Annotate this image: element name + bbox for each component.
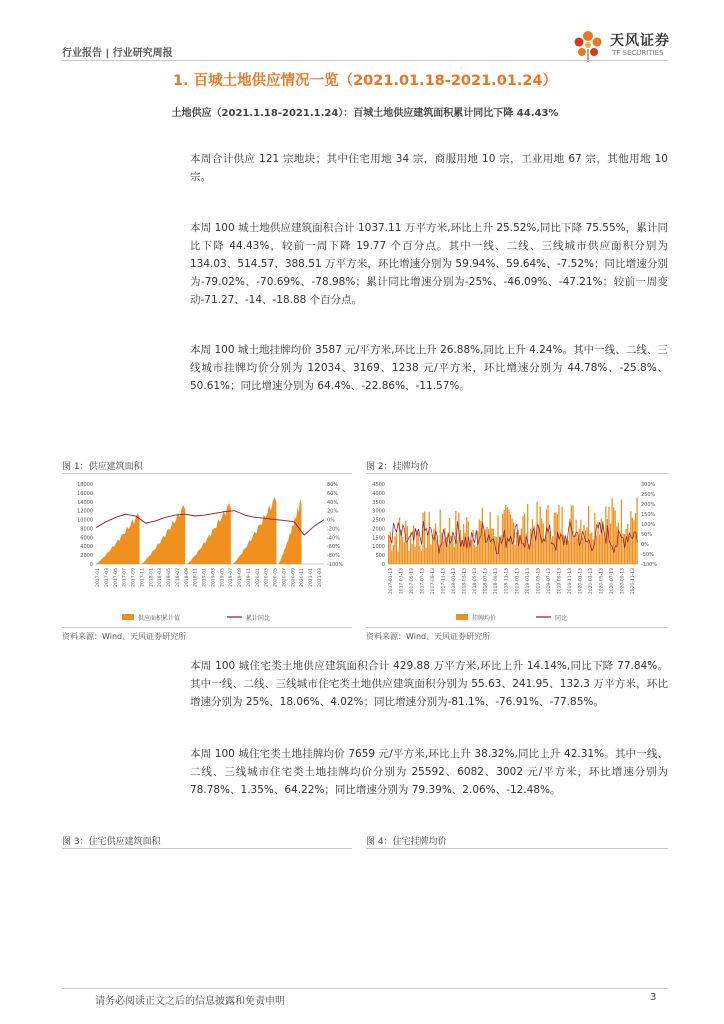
chart-2-x-axis (388, 568, 636, 594)
figure-1-chart (62, 478, 352, 623)
y2-tick-label: 80% (327, 482, 339, 488)
price-bar (426, 548, 427, 564)
price-bar (588, 506, 589, 564)
price-bar (524, 514, 525, 565)
x-tick-label: 2020-01-13 (578, 568, 584, 595)
figure-1-source: 资料来源：Wind、天风证券研究所 (62, 632, 187, 641)
figure-2-bottom-rule (366, 627, 668, 628)
x-tick-label: 2019-03-13 (525, 568, 531, 595)
price-bar (443, 542, 444, 565)
y-tick-label: 0 (381, 562, 385, 568)
area-cycle (187, 503, 231, 564)
price-bar (546, 509, 547, 564)
y2-tick-label: -50% (641, 552, 654, 558)
y2-tick-label: -40% (327, 535, 340, 542)
x-tick-label: 2017-09 (131, 568, 137, 587)
price-bar (483, 534, 484, 564)
x-tick-label: 2017-03-13 (399, 568, 405, 595)
price-bar (590, 534, 591, 564)
y-tick-label: 500 (375, 553, 385, 560)
x-tick-label: 2019-01-13 (515, 568, 521, 595)
x-tick-label: 2018-01 (149, 568, 155, 587)
chart-1-y2-axis (327, 482, 343, 568)
price-bar (440, 510, 441, 564)
price-bar (410, 533, 411, 564)
price-bar (404, 542, 405, 564)
x-tick-label: 2017-03 (104, 568, 110, 587)
x-tick-label: 2017-05-13 (410, 568, 416, 595)
price-bar (391, 551, 392, 564)
figure-2-source: 资料来源：Wind、天风证券研究所 (366, 632, 491, 641)
footer-disclaimer: 请务必阅读正文之后的信息披露和免责申明 (95, 996, 285, 1007)
legend-bar-label: 挂牌均价 (472, 615, 497, 622)
price-bar (482, 508, 483, 564)
y-tick-label: 18000 (77, 482, 93, 488)
x-tick-label: 2018-03-13 (462, 568, 468, 595)
price-bar (624, 534, 625, 564)
figure-2-chart (366, 478, 668, 623)
y2-tick-label: 40% (327, 499, 339, 506)
price-bar (491, 528, 492, 564)
y-tick-label: 16000 (77, 490, 93, 497)
price-bar (493, 529, 494, 564)
x-tick-label: 2017-11 (140, 568, 146, 587)
y2-tick-label: 300% (641, 482, 656, 488)
price-bar (633, 520, 634, 564)
price-bar (421, 551, 422, 564)
price-bar (586, 527, 587, 564)
price-bar (579, 529, 580, 564)
price-bar (585, 530, 586, 564)
x-tick-label: 2020-09 (291, 568, 297, 587)
price-bar (508, 510, 509, 565)
price-bar (596, 536, 597, 564)
price-bar (394, 536, 395, 564)
price-bar (601, 519, 602, 565)
price-bar (393, 545, 394, 564)
price-bar (593, 540, 594, 565)
price-bar (554, 513, 555, 565)
price-bar (626, 529, 627, 564)
y2-tick-label: 0% (327, 517, 335, 524)
company-logo (568, 27, 678, 63)
price-bar (544, 538, 545, 564)
legend-bar-swatch (456, 614, 468, 620)
figure-1-bottom-rule (62, 627, 352, 628)
x-tick-label: 2020-03 (264, 568, 270, 587)
y-tick-label: 1000 (372, 544, 385, 551)
price-bar (532, 519, 533, 564)
legend-area-label: 供应面积累计值 (138, 615, 181, 622)
figure-2-label: 图 2：挂牌均价 (366, 462, 429, 472)
price-bar (565, 540, 566, 564)
price-bar (632, 518, 633, 564)
price-bar (583, 525, 584, 564)
price-bar (549, 532, 550, 564)
y-tick-label: 8000 (80, 526, 93, 533)
x-tick-label: 2020-09-13 (620, 568, 626, 595)
price-bar (488, 529, 489, 564)
price-bar (436, 540, 437, 564)
x-tick-label: 2019-05 (220, 568, 226, 587)
x-tick-label: 2017-01 (96, 568, 101, 587)
price-bar (627, 524, 628, 564)
y2-tick-label: 100% (641, 522, 656, 528)
chart-2-bar-series (388, 497, 638, 564)
figure-3-rule (62, 848, 352, 849)
paragraph-supply-area: 本周 100 城土地供应建筑面积合计 1037.11 万平方米,环比上升 25.52%,同比下降 75.55%，累计同比下降 44.43%，较前一周下降 19.77 个百分点。其中一线、二线、三线城市供应面积分别为 134.03、514.57、388.51 万平方米，环比增速分别为 59.94%、59.64%、-7.52%；同比增速分别为-79.02%、-70.69%、-78.98%；累计同比增速分别为-25%、-46.09%、-47.21%；较前一周变动-71.27、-14、-18.88 个百分点。 (190, 222, 668, 306)
price-bar (476, 547, 477, 564)
y-tick-label: 2000 (80, 553, 93, 560)
price-bar (397, 552, 398, 564)
x-tick-label: 2018-07-13 (483, 568, 489, 595)
x-tick-label: 2019-01 (202, 568, 208, 587)
x-tick-label: 2021-01 (309, 568, 315, 587)
y-tick-label: 10000 (77, 517, 93, 524)
y-tick-label: 3500 (372, 499, 385, 506)
x-tick-label: 2017-07 (122, 568, 128, 587)
figure-1-rule (62, 473, 352, 474)
chart-2-y2-axis (641, 482, 657, 568)
price-bar (516, 532, 517, 564)
price-bar (413, 525, 414, 564)
y-tick-label: 1500 (372, 535, 385, 542)
price-bar (466, 517, 467, 564)
price-bar (615, 511, 616, 565)
y-tick-label: 14000 (77, 499, 93, 506)
paragraph-residential-supply: 本周 100 城住宅类土地供应建筑面积合计 429.88 万平方米,环比上升 14.14%,同比下降 77.84%。其中一线、二线、三线城市住宅类土地供应建筑面积分别为 55.63、241.95、132.3 万平方米，环比增速分别为 25%、18.06%、4.02%；同比增速分别为-81.1%、-76.91%、-77.85%。 (190, 660, 668, 708)
price-bar (613, 507, 614, 564)
price-bar (441, 533, 442, 564)
price-bar (563, 535, 564, 564)
price-bar (551, 542, 552, 564)
price-bar (599, 534, 600, 564)
price-bar (535, 540, 536, 564)
x-tick-label: 2018-01-13 (452, 568, 458, 595)
price-bar (611, 498, 612, 564)
price-bar (471, 540, 472, 564)
price-bar (435, 523, 436, 564)
area-cycle (96, 513, 140, 564)
x-tick-label: 2019-07-13 (546, 568, 552, 595)
price-bar (507, 507, 508, 564)
price-bar (408, 551, 409, 564)
price-bar (636, 497, 637, 564)
x-tick-label: 2018-09-13 (494, 568, 500, 595)
y2-tick-label: -100% (641, 562, 658, 568)
y-tick-label: 4000 (80, 544, 93, 551)
y2-tick-label: -100% (327, 562, 344, 568)
price-bar (568, 541, 569, 564)
price-bar (552, 536, 553, 564)
price-bar (497, 515, 498, 564)
logo-text-cn: 天风证券 (610, 33, 670, 49)
price-bar (527, 504, 528, 564)
y-tick-label: 4500 (372, 482, 385, 488)
price-bar (513, 522, 514, 564)
price-bar (415, 547, 416, 564)
price-bar (480, 521, 481, 564)
legend-area-swatch (122, 614, 134, 620)
y-tick-label: 4000 (372, 490, 385, 497)
y-tick-label: 2500 (372, 517, 385, 524)
price-bar (388, 535, 389, 564)
price-bar (433, 529, 434, 564)
price-bar (457, 540, 458, 564)
price-bar (452, 536, 453, 564)
price-bar (574, 535, 575, 564)
figure-1-label: 图 1：供应建筑面积 (62, 462, 143, 472)
figure-2-rule (366, 473, 668, 474)
chart-2-legend (456, 614, 567, 622)
area-cycle (233, 497, 277, 564)
price-bar (422, 513, 423, 564)
price-bar (399, 518, 400, 565)
x-tick-label: 2019-09-13 (557, 568, 563, 595)
x-tick-label: 2018-03 (158, 568, 164, 587)
page-number: 3 (650, 992, 657, 1003)
x-tick-label: 2019-03 (211, 568, 217, 587)
y-tick-label: 0 (89, 562, 93, 568)
price-bar (505, 505, 506, 564)
area-cycle (142, 505, 186, 564)
price-bar (485, 529, 486, 564)
y-tick-label: 2000 (372, 526, 385, 533)
y2-tick-label: -60% (327, 544, 340, 551)
x-tick-label: 2017-09-13 (431, 568, 437, 595)
price-bar (543, 524, 544, 565)
x-tick-label: 2020-07 (282, 568, 288, 587)
x-tick-label: 2020-01 (255, 568, 261, 587)
y2-tick-label: 200% (641, 502, 656, 508)
price-bar (604, 538, 605, 564)
price-bar (418, 533, 419, 564)
price-bar (597, 522, 598, 564)
price-bar (419, 546, 420, 564)
y2-tick-label: 20% (327, 508, 339, 515)
price-bar (521, 529, 522, 565)
price-bar (486, 527, 487, 564)
area-cycle (278, 499, 301, 564)
x-tick-label: 2018-11 (193, 568, 199, 587)
x-tick-label: 2020-05-13 (599, 568, 605, 595)
price-bar (430, 544, 431, 564)
header-divider (62, 60, 668, 61)
price-bar (576, 520, 577, 564)
price-bar (407, 526, 408, 564)
footer-divider (62, 988, 668, 989)
price-bar (530, 529, 531, 564)
paragraph-residential-price: 本周 100 城住宅类土地挂牌均价 7659 元/平方米,环比上升 38.32%,同比上升 42.31%。其中一线、二线、三线城市住宅类土地挂牌均价分别为 25592、6082、3002 元/平方米，环比增速分别为 78.78%、1.35%、64.22%；同比增速分别为 79.39%、2.06%、-12.48%。 (190, 748, 668, 796)
price-bar (429, 512, 430, 564)
figure-4-rule (366, 848, 668, 849)
paragraph-land-count: 本周合计供应 121 宗地块；其中住宅用地 34 宗，商服用地 10 宗，工业用地 67 宗，其他用地 10 宗。 (190, 153, 668, 183)
x-tick-label: 2019-11-13 (567, 568, 573, 595)
x-tick-label: 2020-11 (300, 568, 306, 587)
y2-tick-label: 250% (641, 492, 656, 498)
y2-tick-label: 50% (641, 532, 653, 538)
x-tick-label: 2019-07 (229, 568, 235, 587)
price-bar (571, 506, 572, 564)
y-tick-label: 12000 (77, 508, 93, 515)
chart-1-area-series (96, 497, 302, 564)
price-bar (629, 535, 630, 564)
price-bar (558, 505, 559, 564)
chart-1-legend (122, 614, 270, 622)
y2-tick-label: 60% (327, 490, 339, 497)
price-bar (582, 538, 583, 564)
legend-line-label: 同比 (555, 615, 568, 622)
y-tick-label: 3000 (372, 508, 385, 515)
price-bar (555, 513, 556, 564)
x-tick-label: 2020-11-13 (631, 568, 636, 595)
y2-tick-label: -80% (327, 553, 340, 560)
x-tick-label: 2020-03-13 (588, 568, 594, 595)
price-bar (424, 512, 425, 564)
x-tick-label: 2018-05-13 (473, 568, 479, 595)
x-tick-label: 2017-05 (113, 568, 119, 587)
price-bar (618, 522, 619, 564)
x-tick-label: 2017-07-13 (420, 568, 426, 595)
price-bar (411, 544, 412, 564)
x-tick-label: 2017-11-13 (441, 568, 447, 595)
y2-tick-label: 150% (641, 512, 656, 518)
price-bar (474, 545, 475, 564)
x-tick-label: 2018-05 (167, 568, 173, 587)
header-breadcrumb: 行业报告 | 行业研究周报 (62, 48, 173, 59)
x-tick-label: 2017-01-13 (389, 568, 394, 595)
paragraph-listing-price: 本周 100 城土地挂牌均价 3587 元/平方米,环比上升 26.88%,同比上升 4.24%。其中一线、二线、三线城市挂牌均价分别为 12034、3169、1238 元/平方米，环比增速分别为 44.78%、-25.8%、50.61%；同比增速分别为 64.4%、-22.86%、-11.57%。 (190, 344, 668, 392)
price-bar (522, 516, 523, 564)
price-bar (494, 536, 495, 564)
x-tick-label: 2019-05-13 (536, 568, 542, 595)
x-tick-label: 2018-11-13 (504, 568, 510, 595)
x-tick-label: 2019-11 (246, 568, 252, 587)
x-tick-label: 2020-05 (273, 568, 279, 587)
price-bar (390, 532, 391, 564)
y-tick-label: 6000 (80, 535, 93, 542)
price-bar (432, 535, 433, 565)
price-bar (454, 547, 455, 564)
y2-tick-label: -20% (327, 526, 340, 533)
price-bar (515, 545, 516, 564)
x-tick-label: 2018-07 (175, 568, 181, 587)
x-tick-label: 2020-07-13 (609, 568, 615, 595)
x-tick-label: 2018-09 (184, 568, 190, 587)
price-bar (427, 534, 428, 564)
legend-line-label: 累计同比 (246, 615, 271, 622)
price-bar (619, 534, 620, 564)
price-bar (447, 545, 448, 565)
x-tick-label: 2019-09 (238, 568, 244, 587)
price-bar (635, 513, 636, 564)
price-bar (547, 505, 548, 564)
figure-4-label: 图 4：住宅挂牌均价 (366, 837, 447, 847)
y2-tick-label: 0% (641, 542, 649, 548)
logo-flower-icon (568, 27, 608, 63)
section-title: 1. 百城土地供应情况一览（2021.01.18-2021.01.24） (172, 73, 558, 89)
price-bar (396, 534, 397, 564)
logo-text-en: TF SECURITIES (612, 49, 664, 57)
price-bar (621, 500, 622, 564)
section-subtitle: 土地供应（2021.1.18-2021.1.24）：百城土地供应建筑面积累计同比下降 44.43% (171, 108, 559, 119)
price-bar (605, 506, 606, 564)
x-tick-label: 2021-03 (318, 568, 323, 587)
price-bar (577, 539, 578, 565)
figure-3-label: 图 3：住宅供应建筑面积 (62, 837, 161, 847)
chart-1-x-axis (95, 568, 323, 587)
price-bar (402, 537, 403, 564)
